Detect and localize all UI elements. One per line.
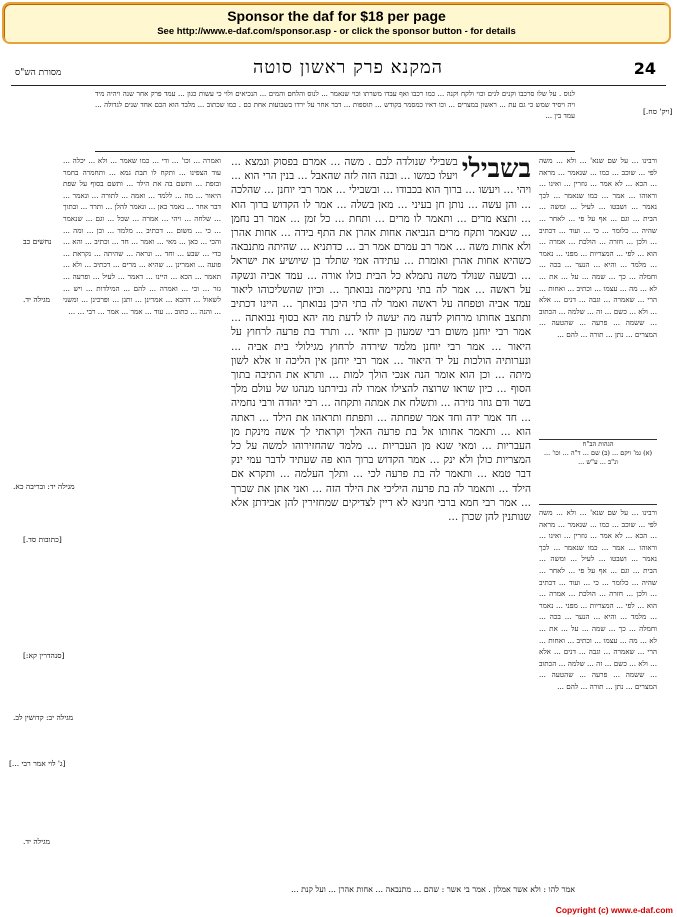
masoret-label: מסורת הש"ס (15, 68, 62, 78)
gemara-column (231, 155, 531, 883)
margin-ref: [ויק' סח.] (643, 107, 673, 116)
hagahot-text: (א) גמ' ויקם ... (ב) שם ... ד"ה ... וכו' ... ונ"ב ... ע"ש ... (543, 449, 653, 466)
rashi-column (539, 155, 657, 435)
tosafot-column (63, 155, 221, 883)
hagahot-label: הגהות הב"ח (582, 440, 614, 448)
sponsor-banner-title[interactable]: Sponsor the daf for $18 per page (227, 8, 446, 24)
margin-ref: [כתובות סד.] (23, 535, 62, 544)
rashi-text-lower: ורבינו ... על שם שנא' ... ולא ... משה לפי ... שוכב ... כמו ... שנאמר ... מראה ... הכא ... לא אמר ... גוזרין ... ואינו ... וראוהו ... אמר ... כמו שנאמר ... לכך נאמר ... ושבטו ... לעיל ... ומשה ... הבית ... וגם ... אף על פי ... לאחר ... שהיה ... כלומר ... כי ... ועוד ... דכתיב ... ולכן ... חזרה ... הולכת ... אמרה ... הוא ... לפי ... המצריות ... מפני ... נאמר ... מלמד ... והיא ... הנער ... בכה ... וחמלה ... כך ... שמה ... על ... את ... לא ... מה ... עצמו ... וכתיב ... ואחות ... הרי ... שאמרה ... וגבה ... דנים ... אלא ... ולא ... כשם ... זה ... שלמה ... הכתוב ... ששמה ... פרעה ... שהטעה ... המצרים ... נתן ... תורה ... להם ... (539, 508, 657, 691)
tosafot-text: ואמרה ... וכו' ... ודי ... כמו שאמר ... ולא ... יכלה ... עוד הצפינו ... ותקח לו תבת גמא ... ותחמרה בחמר ובזפת ... ותשם בה את הילד ... ותשם בסוף על שפת היאור ... מה ... ללמד ... ואמה ... לתורה ... ונאמר ... דבר אחר ... נאמר כאן ... ונאמר להלן ... ותרד ... ובתוך ... שלחה ... ויהי ... אמרה ... שכל ... וגם ... שנאמר ... כי ... משום ... דכתיב ... מלמד ... וכן ... ומה ... והכי ... כאן ... מאי ... ואמר ... חד ... וכתיב ... והא ... כדי ... שבע ... וחד ... ונראה ... שהיתה ... נקראת ... פועה ... ואמרינן ... שהיא ... מרים ... דכתיב ... ולא ... תאמר ... הכא ... היינו ... דאמר ... לעיל ... ופרעה ... גזר ... וכי ... ואמרה ... להם ... המילדות ... ויש ... לשאול ... דהכא ... אמרינן ... ותנן ... ופרכינן ... ומשני ... והנה ... כתוב ... עוד ... אמר ... אמר ... רבי ... ... (63, 156, 221, 316)
header-rule (11, 85, 666, 86)
opening-word: בשבילי (461, 155, 531, 184)
margin-ref: מגילה יד: ובריבה כא. (13, 482, 75, 491)
margin-ref: [ג' לוי אמר רבי ...] (9, 759, 66, 768)
talmud-page (3, 47, 674, 899)
hagahot-box (539, 439, 657, 505)
gemara-text: בשבילי שנולדה לכם . משה ... אמרם בפסוק ונמצא ... ויעלו כמשו ... ובנה הזה לזה שהאבל ... בנין הרי הוא ... ויהי ... ויעשו ... ברוך הוא בכבודו ... ובשבילי ... אמר רבי יוחנן ... שהלכה ... והן עשה ... נותן חן בעיני ... מאן בשלה ... אמר לו הקדוש ברוך הוא ... ותצא מרים ... ותאמר לו מרים ... ותחת ... כל זמן ... אמר רב נחמן ... שנאמר ותקח מרים הנביאה אחות אהרן את התף בידה ... אחות אהרן ולא אחות משה ... אמר רב עמרם אמר רב ... כדתניא ... שהיתה מתנבאה כשהיא אחות אהרן ואומרת ... עתידה אמי שתלד בן שיושיע את ישראל ... ובשעה שנולד משה נתמלא כל הבית כולו אורה ... עמד אביה ונשקה על ראשה ... אמר לה בתי נתקיימה נבואתך ... וכיון שהשליכוהו ליאור עמד אביה וטפחה על ראשה ואמר לה בתי היכן נבואתך ... היינו דכתיב ותתצב אחותו מרחוק לדעה מה יעשה לו לדעת מה יהא בסוף נבואתה ... אמר רבי יוחנן משום רבי שמעון בן יוחאי ... ותרד בת פרעה לרחוץ על היאור ... אמר רבי יוחנן מלמד שירדה לרחוץ מגילולי בית אביה ... ונערותיה הולכות על יד היאור ... אמר רבי יוחנן אין הליכה זו אלא לשון מיתה ... וכן הוא אומר הנה אנכי הולך למות ... ותרא את התיבה בתוך הסוף ... כיון שראו שרוצה להצילו אמרו לה גבירתנו מנהגו של עולם מלך בשר ודם גוזר גזירה ... ותשלח את אמתה ותקחה ... רבי יהודה ורבי נחמיה ... חד אמר ידה וחד אמר שפחתה ... ותפתח ותראהו את הילד ... ראתה הוא ... ותאמר אחותו אל בת פרעה האלך וקראתי לך אשה מינקת מן העבריות ... ומאי שנא מן העבריות ... מלמד שהחזירוהו למשה על כל המצריות כולן ולא ינק ... אמר הקדוש ברוך הוא פה שעתיד לדבר עמי ינק דבר טמא ... ותאמר לה בת פרעה לכי ... ותלך העלמה ... ותקרא אם הילד ... ותאמר לה בת פרעה היליכי את הילד הזה ... ואני אתן את שכרך ... אמר רבי חמא ברבי חנינא לא דיין לצדיקים שמחזירין להן אבידתן אלא שנותנין להן שכרן ... (231, 156, 531, 524)
margin-ref: [סנהדרין קא:] (23, 651, 65, 660)
sponsor-banner[interactable] (2, 2, 671, 44)
margin-ref: מגילה יד. (23, 837, 51, 846)
top-notes-rule (95, 151, 575, 152)
rashi-column-lower (539, 507, 657, 883)
copyright-notice[interactable]: Copyright (c) www.e-daf.com (555, 905, 673, 915)
margin-ref: נחשים כב (23, 237, 52, 246)
bottom-line: אמר להו : ולא אשר אמלון . אמר בי אשר : שהם ... מתנבאה ... אחות אהרן ... ועל קנת ... (291, 885, 575, 894)
rashi-text: ורבינו ... על שם שנא' ... ולא ... משה לפי ... שוכב ... כמו ... שנאמר ... מראה ... הכא ... לא אמר ... גוזרין ... ואינו ... וראוהו ... אמר ... כמו שנאמר ... לכך נאמר ... ושבטו ... לעיל ... ומשה ... הבית ... וגם ... אף על פי ... לאחר ... שהיה ... כלומר ... כי ... ועוד ... דכתיב ... ולכן ... חזרה ... הולכת ... אמרה ... הוא ... לפי ... המצריות ... מפני ... נאמר ... מלמד ... והיא ... הנער ... בכה ... וחמלה ... כך ... שמה ... על ... את ... לא ... מה ... עצמו ... וכתיב ... ואחות ... הרי ... שאמרה ... וגבה ... דנים ... אלא ... ולא ... כשם ... זה ... שלמה ... הכתוב ... ששמה ... פרעה ... שהטעה ... המצרים ... נתן ... תורה ... להם ... (539, 156, 657, 339)
top-notes-text: לנוס . על שלו סרכבו וקנים לנים וכוי ולקח וקנה ... כמו רכבו ואף עבדו משרתו וכוי שנאמר ... לנוס והלחם והמים ... הנכיאים ולוי כי עשות כגון ... עמד פרק אחר שנה ויהיה מיד ויה ויסיד שמש כי גם עת ... ראשון במצרים ... וכו דאיו כמסמר בקודש ... תוספות ... דבר אחר על ירדו בשבועות אחת כם . כמו שכתוב ... מלבד הוא הכם אחד שנים לגדולה ... עמד בין ... (95, 90, 575, 120)
folio-number: 24 (633, 59, 656, 78)
margin-ref: מגילה יב: קדושין לב. (13, 713, 74, 722)
page-header: המקנא פרק ראשון סוטה (252, 57, 444, 78)
sponsor-banner-subtitle[interactable]: See http://www.e-daf.com/sponsor.asp - or click the sponsor button - for details (157, 26, 516, 37)
top-notes (95, 89, 575, 149)
margin-ref: מגילה יד. (23, 295, 51, 304)
